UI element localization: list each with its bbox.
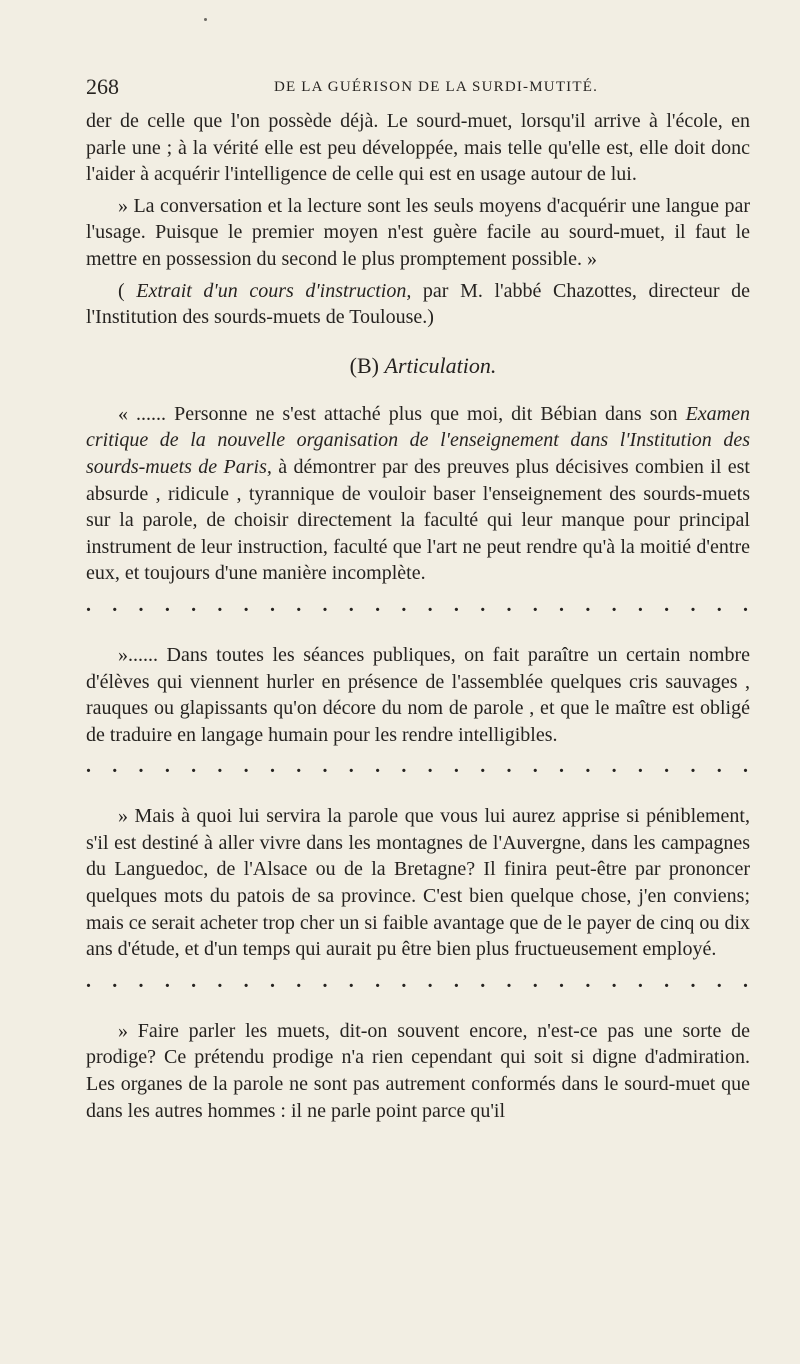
paragraph-prodige: » Faire parler les muets, dit-on souvent encore, n'est-ce pas une sorte de prodige? Ce prétendu prodige n'a rien cependant qui soit si digne d'admiration. Les organes de la parole ne sont pas autrement conformés dans le sourd-muet que dans les autres hommes : il ne parle point parce qu'il — [86, 1019, 750, 1122]
paragraph-bebian-quote — [86, 401, 750, 587]
citation-rest: par M. l'abbé Chazottes, directeur de l'Institution des sourds-muets de Toulouse.) — [86, 279, 751, 329]
running-title: DE LA GUÉRISON DE LA SURDI-MUTITÉ. — [273, 79, 599, 95]
citation-italic-title: Extrait d'un cours d'instruction, — [136, 279, 412, 302]
ink-speck — [204, 18, 207, 21]
citation-open-paren: ( — [118, 279, 137, 302]
section-heading — [86, 351, 750, 381]
ellipsis-row: . . . . . . . . . . . . . . . . . . . . . . . . . . — [86, 969, 750, 992]
paragraph-quote-conversation: » La conversation et la lecture sont les seuls moyens d'acquérir une langue par l'usage. Puisque le premier moyen n'est guère facile au sourd-muet, il faut le mettre en possession du second le plus promptement possible. » — [86, 194, 750, 270]
bebian-book-title: Examen critique de la nouvelle organisation de l'enseignement dans l'Institution des sourds-muets de Paris, — [86, 402, 750, 478]
paragraph-source-citation — [86, 278, 750, 331]
ellipsis-row: . . . . . . . . . . . . . . . . . . . . . . . . . . — [86, 755, 750, 778]
page-number: 268 — [86, 74, 119, 99]
page-body — [86, 108, 750, 1124]
ellipsis-row: . . . . . . . . . . . . . . . . . . . . . . . . . . — [86, 593, 750, 616]
section-title: Articulation. — [384, 352, 497, 378]
paragraph-auvergne: » Mais à quoi lui servira la parole que vous lui aurez apprise si péniblement, s'il est destiné à aller vivre dans les montagnes de l'Auvergne, dans les campagnes du Languedoc, de l'Alsace ou de la Bretagne? Il finira peut-être par prononcer quelques mots du patois de sa province. C'est bien quelque chose, j'en conviens; mais ce serait acheter trop cher un si faible avantage que de le payer de cinq ou dix ans d'étude, et d'un temps qui aurait pu être bien plus fructueusement employé. — [86, 805, 750, 961]
bebian-quote-start: « ...... Personne ne s'est attaché plus que moi, dit Bébian dans son — [118, 402, 686, 425]
page-header — [86, 74, 726, 104]
paragraph-continuation: der de celle que l'on possède déjà. Le sourd-muet, lorsqu'il arrive à l'école, en parle une ; à la vérité elle est peu développée, mais telle qu'elle est, elle doit donc l'aider à acquérir l'intelligence de celle qui est en usage autour de lui. — [86, 110, 750, 186]
paragraph-public-sessions: »...... Dans toutes les séances publiques, on fait paraître un certain nombre d'élèves qui viennent hurler en présence de l'assemblée quelques cris sauvages , rauques ou glapissants qu'on décore du nom de parole , et que le maître est obligé de traduire en langage humain pour les rendre intelligibles. — [86, 643, 750, 746]
bebian-quote-end: à démontrer par des preuves plus décisives combien il est absurde , ridicule , tyrannique de vouloir baser l'enseignement des sourds-muets sur la parole, de choisir directement la faculté qui leur manque pour principal instrument de leur instruction, faculté que l'art ne peut rendre qu'à la moitié d'entre eux, et toujours d'une manière incomplète. — [86, 455, 750, 585]
section-label: (B) — [349, 352, 379, 378]
